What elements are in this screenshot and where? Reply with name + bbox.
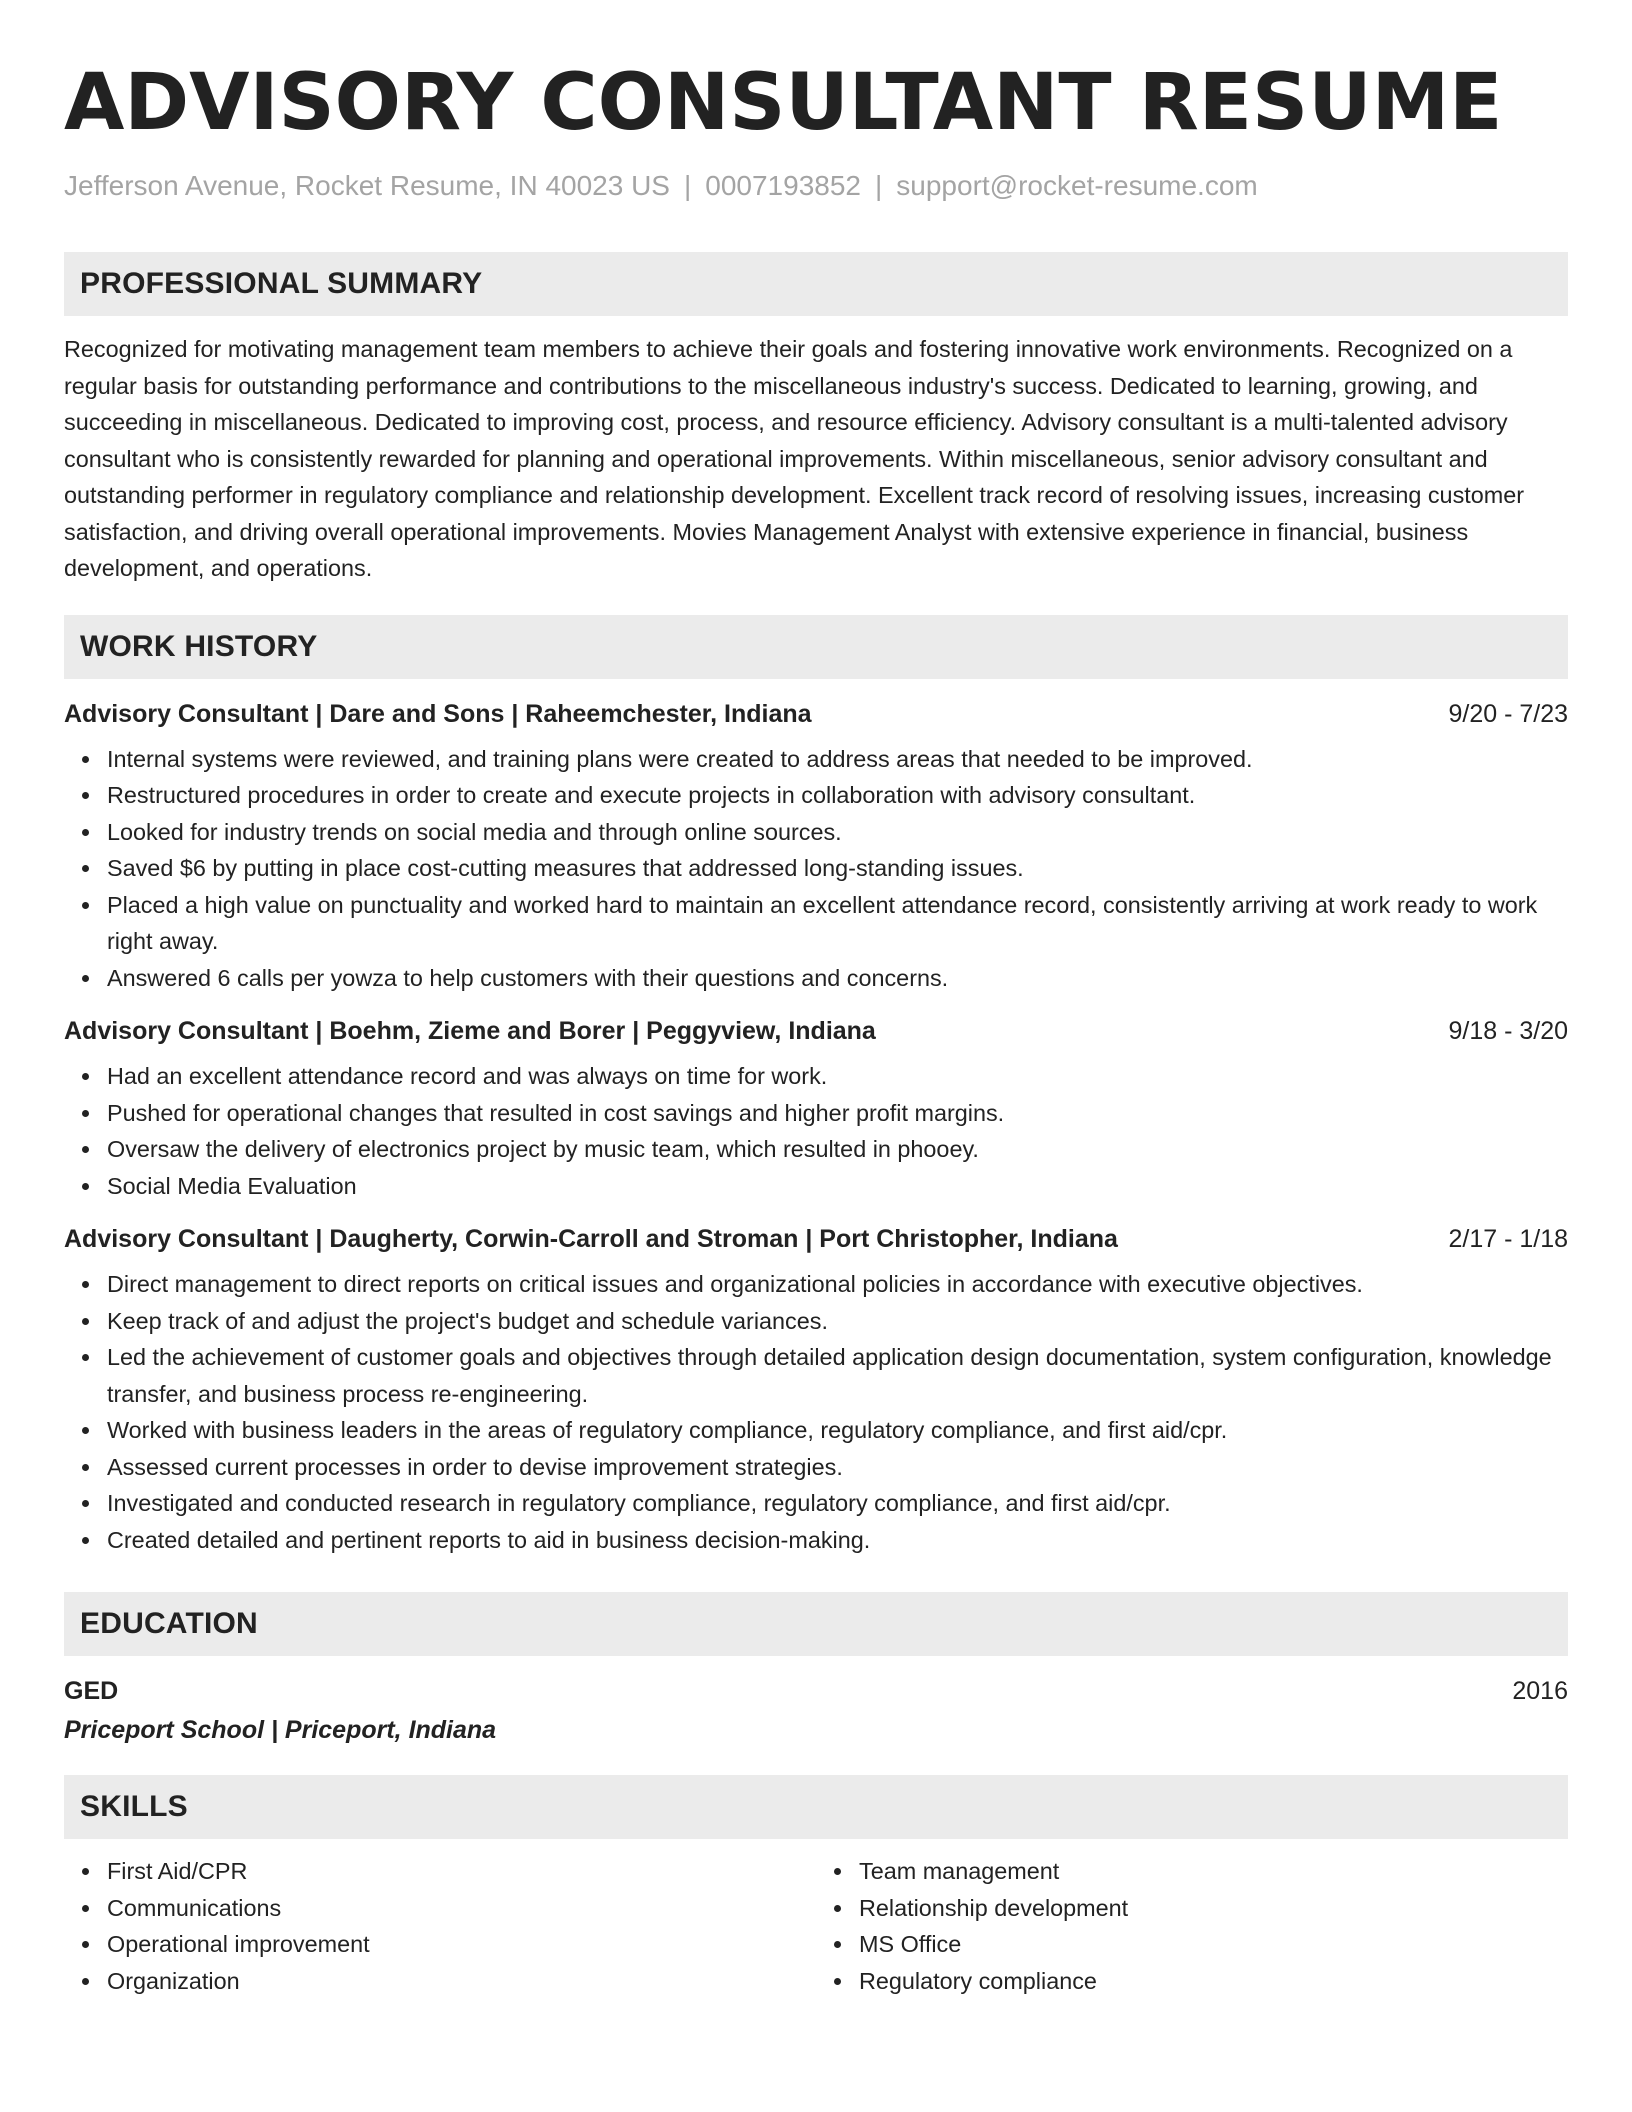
skill-item: First Aid/CPR [107, 1853, 816, 1890]
section-heading-summary: PROFESSIONAL SUMMARY [64, 252, 1568, 316]
list-item: Pushed for operational changes that resulted in cost savings and higher profit margins. [107, 1095, 1568, 1132]
list-item: Answered 6 calls per yowza to help customers with their questions and concerns. [107, 960, 1568, 997]
job-title: Advisory Consultant | Daugherty, Corwin-Carroll and Stroman | Port Christopher, Indiana [64, 1225, 1118, 1253]
contact-separator: | [683, 170, 692, 201]
summary-text: Recognized for motivating management team members to achieve their goals and fostering innovative work environments. Recognized on a regular basis for outstanding performance and contributions to the miscellaneous industry's success. Dedicated to learning, growing, and succeeding in miscellaneous. Dedicated to improving cost, process, and resource efficiency. Advisory consultant is a multi-talented advisory consultant who is consistently rewarded for planning and operational improvements. Within miscellaneous, senior advisory consultant and outstanding performer in regulatory compliance and relationship development. Excellent track record of resolving issues, increasing customer satisfaction, and driving overall operational improvements. Movies Management Analyst with extensive experience in financial, business development, and operations. [64, 336, 1525, 581]
section-heading-skills: SKILLS [64, 1775, 1568, 1839]
contact-email: support@rocket-resume.com [896, 170, 1258, 201]
job-bullets [64, 741, 1568, 997]
job-title: Advisory Consultant | Dare and Sons | Raheemchester, Indiana [64, 699, 812, 728]
section-heading-education: EDUCATION [64, 1592, 1568, 1656]
job-header [64, 1224, 1568, 1254]
list-item: Keep track of and adjust the project's budget and schedule variances. [107, 1303, 1568, 1340]
skills-column-left [64, 1853, 816, 1999]
job-title: Advisory Consultant | Boehm, Zieme and Borer | Peggyview, Indiana [64, 1017, 876, 1045]
list-item: Created detailed and pertinent reports to aid in business decision-making. [107, 1522, 1568, 1559]
skill-item: Regulatory compliance [859, 1963, 1568, 2000]
job-entry [64, 1016, 1568, 1204]
list-item: Social Media Evaluation [107, 1168, 1568, 1205]
skills-grid [64, 1853, 1568, 1999]
contact-separator: | [875, 170, 883, 201]
job-dates: 9/18 - 3/20 [1448, 1017, 1568, 1045]
job-bullets [64, 1058, 1568, 1204]
skill-item: MS Office [859, 1926, 1568, 1963]
skill-item: Relationship development [859, 1890, 1568, 1927]
job-entry [64, 699, 1568, 997]
education-year: 2016 [1512, 1677, 1568, 1705]
skill-item: Communications [107, 1890, 816, 1927]
job-dates: 9/20 - 7/23 [1448, 699, 1568, 728]
skill-item: Operational improvement [107, 1926, 816, 1963]
education-header [64, 1676, 1568, 1706]
education-degree: GED [64, 1677, 119, 1705]
contact-phone: 0007193852 [705, 170, 861, 201]
job-dates: 2/17 - 1/18 [1448, 1225, 1568, 1253]
list-item: Led the achievement of customer goals and objectives through detailed application design documentation, system configuration, knowledge transfer, and business process re-engineering. [107, 1339, 1568, 1412]
skills-column-right [816, 1853, 1568, 1999]
education-entry [64, 1676, 1568, 1745]
list-item: Restructured procedures in order to create and execute projects in collaboration with advisory consultant. [107, 777, 1568, 814]
contact-address: Jefferson Avenue, Rocket Resume, IN 40023 US [64, 170, 670, 201]
list-item: Assessed current processes in order to devise improvement strategies. [107, 1449, 1568, 1486]
list-item: Internal systems were reviewed, and training plans were created to address areas that needed to be improved. [107, 741, 1568, 778]
list-item: Saved $6 by putting in place cost-cutting measures that addressed long-standing issues. [107, 850, 1568, 887]
contact-line [64, 170, 1568, 202]
list-item: Worked with business leaders in the areas of regulatory compliance, regulatory compliance, and first aid/cpr. [107, 1412, 1568, 1449]
job-bullets [64, 1266, 1568, 1558]
job-header [64, 699, 1568, 729]
education-school: Priceport School | Priceport, Indiana [64, 1716, 497, 1744]
list-item: Had an excellent attendance record and was always on time for work. [107, 1058, 1568, 1095]
list-item: Direct management to direct reports on critical issues and organizational policies in accordance with executive objectives. [107, 1266, 1568, 1303]
skill-item: Team management [859, 1853, 1568, 1890]
list-item: Investigated and conducted research in regulatory compliance, regulatory compliance, and first aid/cpr. [107, 1485, 1568, 1522]
job-entry [64, 1224, 1568, 1558]
list-item: Placed a high value on punctuality and worked hard to maintain an excellent attendance record, consistently arriving at work ready to work right away. [107, 887, 1568, 960]
resume-title: ADVISORY CONSULTANT RESUME [64, 58, 1503, 148]
job-header [64, 1016, 1568, 1046]
list-item: Oversaw the delivery of electronics project by music team, which resulted in phooey. [107, 1131, 1568, 1168]
skill-item: Organization [107, 1963, 816, 2000]
section-heading-work-history: WORK HISTORY [64, 615, 1568, 679]
list-item: Looked for industry trends on social media and through online sources. [107, 814, 1568, 851]
